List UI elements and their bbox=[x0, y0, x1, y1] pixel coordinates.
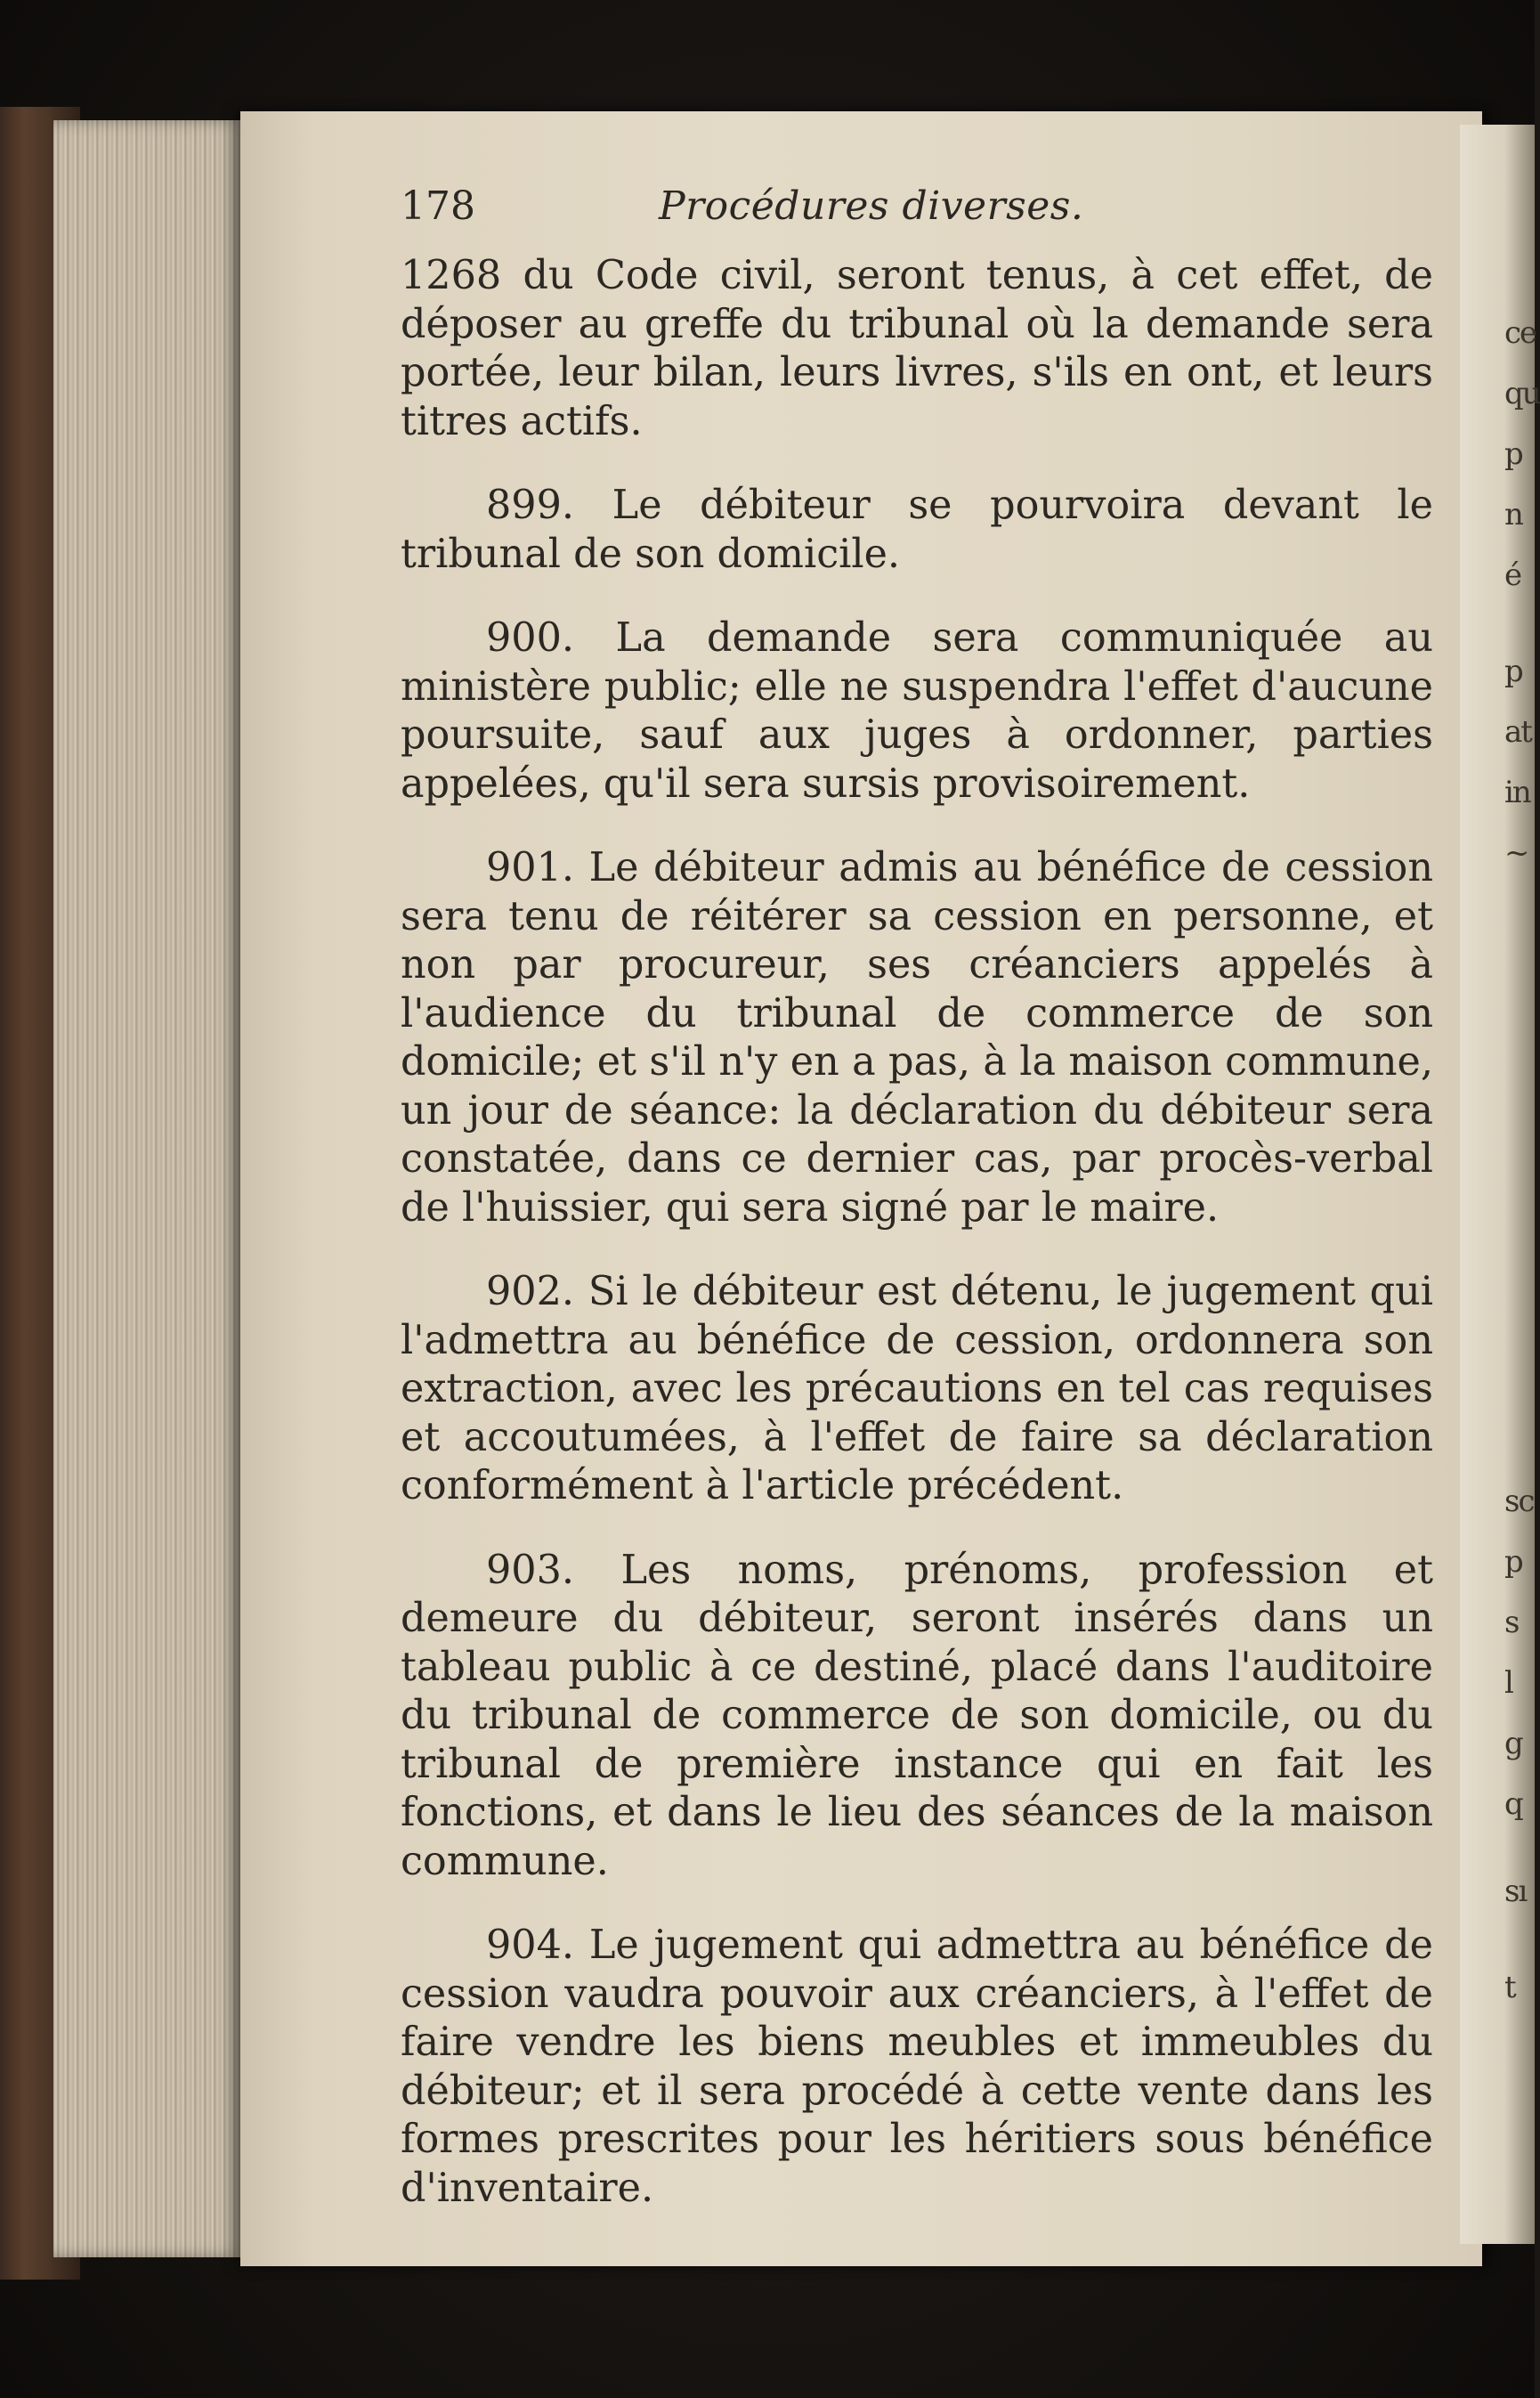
page-stack-edge bbox=[53, 120, 245, 2257]
article-902: 902. Si le débiteur est détenu, le jugement qui l'admettra au bénéfice de cession, ordonnera son extraction, avec les précautions en tel cas requises et accoutumées, à l'effet de faire sa déclaration conformément à l'article précédent. bbox=[401, 1269, 1433, 1508]
page-text-block bbox=[401, 183, 1433, 2213]
fragment: p bbox=[1504, 436, 1522, 472]
page-number: 178 bbox=[401, 183, 475, 229]
article-899: 899. Le débiteur se pourvoira devant le tribunal de son domicile. bbox=[401, 483, 1433, 577]
fragment: ce bbox=[1504, 315, 1536, 351]
facing-page-fragments bbox=[1504, 303, 1540, 2018]
fragment: t bbox=[1504, 1970, 1515, 2005]
article-900: 900. La demande sera communiquée au ministère public; elle ne suspendra l'effet d'aucune poursuite, sauf aux juges à ordonner, parties appelées, qu'il sera sursis provisoirement. bbox=[401, 615, 1433, 807]
fragment: n bbox=[1504, 497, 1522, 532]
paragraph-continuation: 1268 du Code civil, seront tenus, à cet effet, de déposer au greffe du tribunal où la demande sera portée, leur bilan, leurs livres, s'ils en ont, et leurs titres actifs. bbox=[401, 253, 1433, 444]
fragment: in bbox=[1504, 775, 1530, 810]
article-901: 901. Le débiteur admis au bénéfice de cession sera tenu de réitérer sa cession en personne, et non par procureur, ses créanciers appelés à l'audience du tribunal de commerce de son domicile; et s'il n'y en a pas, à la maison commune, un jour de séance: la déclaration du débiteur sera constatée, dans ce dernier cas, par procès-verbal de l'huissier, qui sera signé par le maire. bbox=[401, 845, 1433, 1231]
fragment: q bbox=[1504, 1786, 1522, 1822]
fragment: p bbox=[1504, 654, 1522, 689]
running-title: Procédures diverses. bbox=[659, 183, 1084, 229]
fragment: é bbox=[1504, 557, 1521, 593]
fragment: sc bbox=[1504, 1484, 1534, 1519]
fragment: p bbox=[1504, 1544, 1522, 1580]
article-904: 904. Le jugement qui admettra au bénéfice de cession vaudra pouvoir aux créanciers, à l'effet de faire vendre les biens meubles et immeubles du débiteur; et il sera procédé à cette vente dans les formes prescrites pour les héritiers sous bénéfice d'inventaire. bbox=[401, 1922, 1433, 2211]
article-903: 903. Les noms, prénoms, profession et demeure du débiteur, seront insérés dans un tableau public à ce destiné, placé dans l'auditoire du tribunal de commerce de son domicile, ou du tribunal de première instance qui en fait les fonctions, et dans le lieu des séances de la maison commune. bbox=[401, 1547, 1433, 1884]
fragment: at bbox=[1504, 714, 1531, 750]
fragment: qu bbox=[1504, 376, 1540, 411]
fragment: sı bbox=[1504, 1874, 1527, 1909]
fragment: g bbox=[1504, 1726, 1522, 1761]
fragment: l bbox=[1504, 1665, 1512, 1701]
page-header bbox=[401, 183, 1433, 243]
fragment: s bbox=[1504, 1605, 1519, 1640]
fragment: ~ bbox=[1504, 835, 1528, 871]
